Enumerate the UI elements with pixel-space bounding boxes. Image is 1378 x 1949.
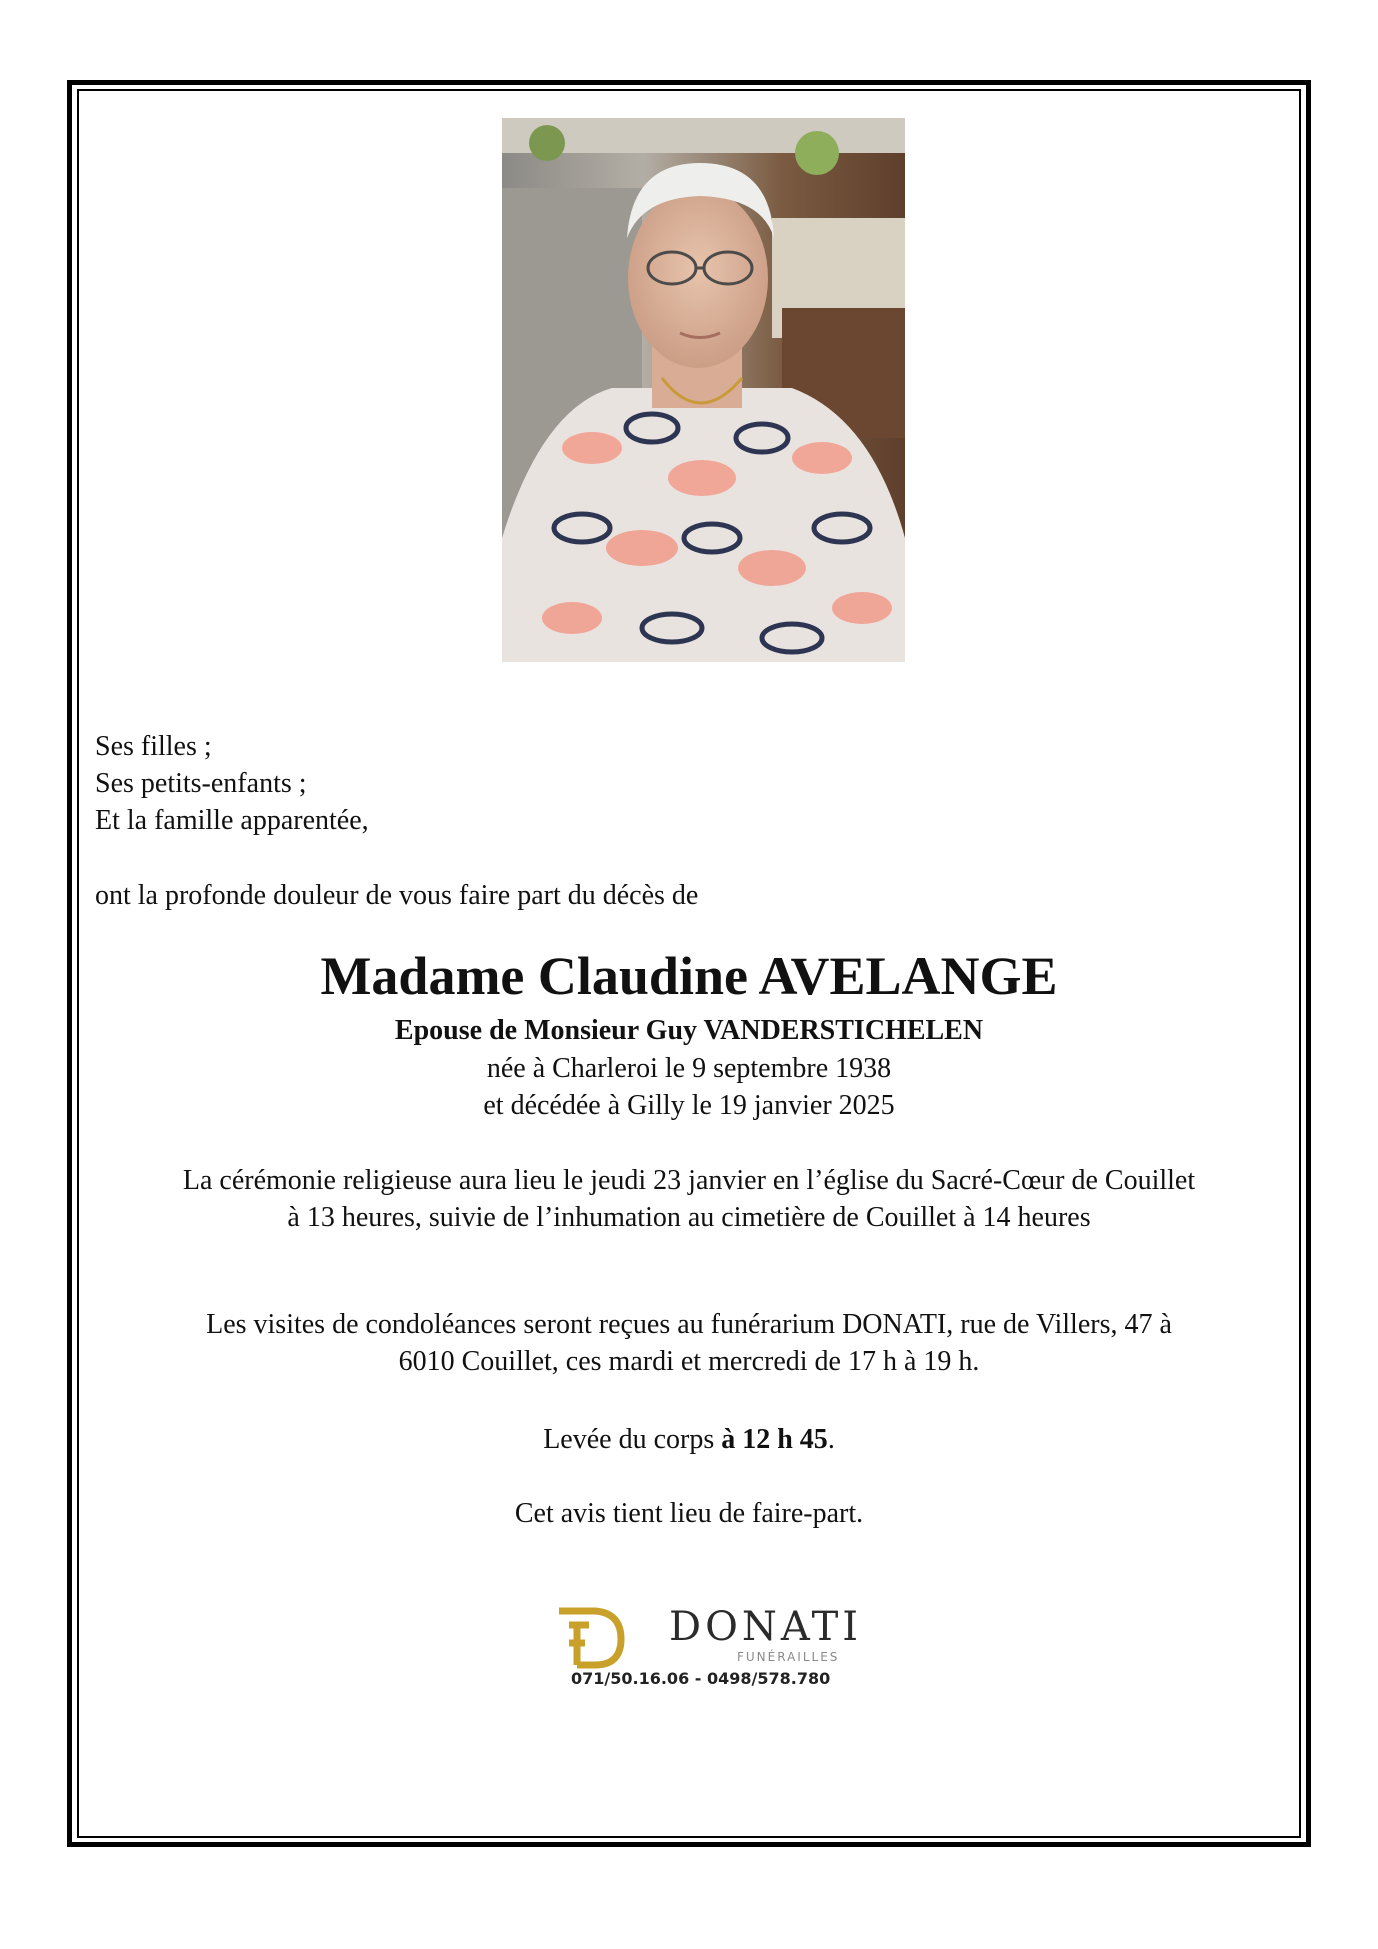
logo-subtitle: FUNÉRAILLES (737, 1650, 840, 1664)
levee-time: à 12 h 45 (721, 1424, 828, 1455)
donati-logo-mark-icon (555, 1603, 627, 1669)
deceased-spouse: Epouse de Monsieur Guy VANDERSTICHELEN (394, 1015, 984, 1046)
announcement-text: ont la profonde douleur de vous faire part du décès de (95, 880, 699, 911)
family-line-daughters: Ses filles ; (95, 731, 212, 762)
deceased-birth: née à Charleroi le 9 septembre 1938 (486, 1053, 892, 1084)
ceremony-line-2: à 13 heures, suivie de l’inhumation au cimetière de Couillet à 14 heures (287, 1202, 1091, 1233)
family-line-grandchildren: Ses petits-enfants ; (95, 768, 307, 799)
portrait-photo (502, 118, 905, 662)
deceased-name: Madame Claudine AVELANGE (320, 946, 1058, 1006)
levee-prefix: Levée du corps (543, 1424, 722, 1455)
family-line-relatives: Et la famille apparentée, (95, 805, 369, 836)
logo-name: DONATI (669, 1604, 863, 1650)
donati-logo (555, 1603, 863, 1695)
portrait-image (502, 118, 905, 662)
visits-line-1: Les visites de condoléances seront reçues au funérarium DONATI, rue de Villers, 47 à (206, 1309, 1172, 1340)
levee-suffix: . (827, 1424, 835, 1455)
logo-phone-numbers: 071/50.16.06 - 0498/578.780 (571, 1669, 831, 1688)
notice-text: Cet avis tient lieu de faire-part. (514, 1498, 864, 1529)
ceremony-line-1: La cérémonie religieuse aura lieu le jeudi 23 janvier en l’église du Sacré-Cœur de Couillet (182, 1165, 1196, 1196)
levee-line (77, 1421, 1301, 1458)
deceased-death: et décédée à Gilly le 19 janvier 2025 (483, 1090, 895, 1121)
visits-line-2: 6010 Couillet, ces mardi et mercredi de 17 h à 19 h. (398, 1346, 980, 1377)
